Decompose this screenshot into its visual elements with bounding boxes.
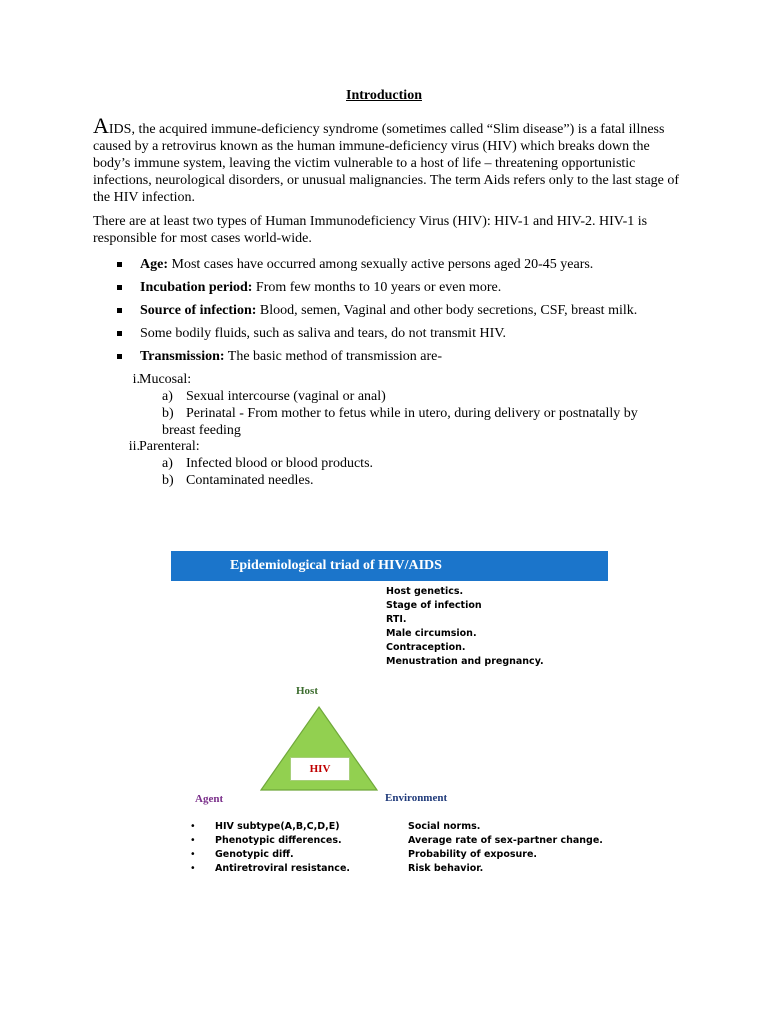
- list-item: • Antiretroviral resistance.: [190, 863, 350, 874]
- list-item: • Phenotypic differences.: [190, 835, 342, 846]
- bullet-label: Incubation period:: [140, 280, 253, 295]
- sub-item: a) Sexual intercourse (vaginal or anal): [162, 389, 386, 404]
- bullet-text: Some bodily fluids, such as saliva and tears, do not transmit HIV.: [140, 326, 507, 341]
- bullet-label: Age:: [140, 257, 168, 272]
- sub-item: b) Perinatal - From mother to fetus while in utero, during delivery or postnatally by: [162, 406, 638, 421]
- roman-numeral: ii.: [128, 439, 140, 454]
- intro-paragraph: [93, 113, 683, 206]
- list-item: [117, 256, 697, 273]
- page-title: Introduction: [346, 88, 422, 103]
- bullet-text: Most cases have occurred among sexually active persons aged 20-45 years.: [168, 257, 594, 272]
- list-item: • HIV subtype(A,B,C,D,E): [190, 821, 340, 832]
- square-bullet-icon: [117, 262, 122, 267]
- triad-banner: [171, 551, 608, 581]
- list-item: Contraception.: [386, 642, 466, 653]
- list-item: Average rate of sex-partner change.: [408, 835, 603, 846]
- agent-factors-list: [190, 820, 350, 876]
- bullet-dot-icon: •: [190, 835, 196, 846]
- bullet-text: The basic method of transmission are-: [224, 349, 443, 364]
- host-label: Host: [296, 685, 318, 697]
- list-item: Risk behavior.: [408, 863, 484, 874]
- list-item: • Genotypic diff.: [190, 849, 294, 860]
- bullet-dot-icon: •: [190, 863, 196, 874]
- list-item: [117, 279, 697, 296]
- list-item: Probability of exposure.: [408, 849, 538, 860]
- intro-text: IDS, the acquired immune-deficiency syndrome (sometimes called “Slim disease”) is a fatal illness caused by a retrovirus known as the human immune-deficiency virus (HIV) which breaks down the body’s immune system, leaving the victim vulnerable to a host of life – threatening opportunistic infections, neurological disorders, or unusual malignancies. The term Aids refers only to the last stage of the HIV infection.: [93, 122, 680, 205]
- environment-label: Environment: [385, 792, 448, 804]
- square-bullet-icon: [117, 308, 122, 313]
- list-item: Stage of infection: [386, 600, 482, 611]
- facts-list: [117, 256, 697, 371]
- sub-item: a) Infected blood or blood products.: [162, 456, 374, 471]
- list-item: Male circumsion.: [386, 628, 477, 639]
- list-item: [117, 302, 697, 319]
- list-item: [117, 348, 697, 365]
- route-title: Parenteral:: [139, 439, 200, 454]
- list-item: Host genetics.: [386, 586, 464, 597]
- route-title: Mucosal:: [139, 372, 192, 387]
- roman-numeral: i.: [132, 372, 140, 387]
- bullet-label: Source of infection:: [140, 303, 257, 318]
- host-factors-list: [386, 585, 544, 669]
- environment-factors-list: [408, 820, 603, 876]
- bullet-dot-icon: •: [190, 849, 196, 860]
- square-bullet-icon: [117, 354, 122, 359]
- bullet-dot-icon: •: [190, 821, 196, 832]
- sub-item-continued: breast feeding: [162, 423, 241, 438]
- triad-title: Epidemiological triad of HIV/AIDS: [230, 558, 442, 573]
- hiv-center-box: [290, 757, 350, 781]
- list-item: Menustration and pregnancy.: [386, 656, 544, 667]
- list-item: Social norms.: [408, 821, 481, 832]
- transmission-route-mucosal: [100, 371, 192, 388]
- bullet-text: Blood, semen, Vaginal and other body secretions, CSF, breast milk.: [256, 303, 638, 318]
- transmission-route-parenteral: [100, 438, 200, 455]
- bullet-text: From few months to 10 years or even more.: [252, 280, 502, 295]
- agent-label: Agent: [195, 793, 224, 805]
- drop-cap: A: [93, 113, 109, 138]
- hiv-types-paragraph: There are at least two types of Human Immunodeficiency Virus (HIV): HIV-1 and HIV-2. HIV-1 is responsible for most cases world-wide.: [93, 214, 648, 246]
- bullet-label: Transmission:: [140, 349, 225, 364]
- square-bullet-icon: [117, 331, 122, 336]
- list-item: [117, 325, 697, 342]
- hiv-center-label: HIV: [309, 763, 331, 775]
- list-item: RTI.: [386, 614, 407, 625]
- square-bullet-icon: [117, 285, 122, 290]
- sub-item: b) Contaminated needles.: [162, 473, 314, 488]
